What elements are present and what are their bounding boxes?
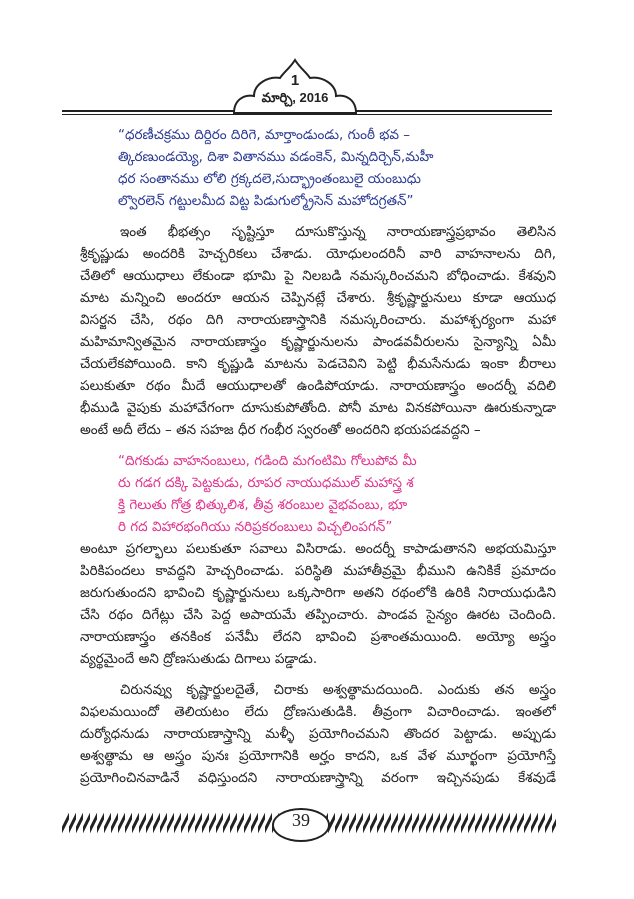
verse-blue	[118, 124, 498, 212]
text-line: చేతిలో ఆయుధాలు లేకుండా భూమి పై నిలబడి నమస్కరించమని బోధించాడు. కేశవుని	[80, 268, 556, 284]
verse-line: రి గద విహారభంగియు నరిప్రకరంబులు విచ్చలింపగన్”	[118, 519, 393, 535]
verse-line: క్తి గెలుతు గోత్ర భిత్కులిశ, తీవ్ర శరంబుల వైభవంబు, భూ	[118, 497, 408, 513]
page-number: 39	[272, 808, 330, 842]
verse-line: త్కిరణుండయ్యె, దిశా వితానము వడంకెన్, మిన్నదిర్చెన్,మహీ	[118, 149, 434, 165]
paragraph-3	[80, 679, 556, 789]
text-line: అశ్వత్థామ ఆ అస్త్రం పునః ప్రయోగానికి అర్హం కాదని, ఒక వేళ మూర్ఖంగా ప్రయోగిస్తే	[80, 748, 556, 764]
text-line: వ్యర్థమైందే అని ద్రోణసుతుడు దిగాలు పడ్డాడు.	[80, 651, 318, 667]
verse-line: “దిగకుడు వాహనంబులు, గడింది మగంటిమి గోలుపోవ మీ	[118, 453, 417, 469]
text-line: విసర్జన చేసి, రథం దిగి నారాయణాస్త్రానికి నమస్కరించారు. మహాశ్చర్యంగా మహా	[80, 312, 556, 328]
text-line: ఇంత భీభత్సం సృష్టిస్తూ దూసుకొస్తున్న నారాయణాస్త్రప్రభావం తెలిసిన	[120, 224, 556, 240]
verse-line: “ధరణీచక్రము దిర్దిరం దిరిగె, మార్తాండుండు, గుంఠీ భవ –	[118, 127, 411, 143]
text-line: అంటూ ప్రగల్భాలు పలుకుతూ సవాలు విసిరాడు. అందర్నీ కాపాడుతానని అభయమిస్తూ	[80, 541, 556, 557]
text-line: మాట మన్నించి అందరూ ఆయన చెప్పినట్లే చేశారు. శ్రీకృష్ణార్జునులు కూడా ఆయుధ	[80, 290, 556, 306]
text-line: చేసి రథం దిగేట్లు చేసి పెద్ద అపాయమే తప్పించారు. పాండవ సైన్యం ఊరట చెందింది.	[80, 607, 556, 623]
text-line: చిరునవ్వు కృష్ణార్జులదైతే, చిరాకు అశ్వత్థామదయింది. ఎందుకు తన అస్త్రం	[120, 682, 556, 698]
paragraph-2	[80, 538, 556, 670]
issue-month-year: మార్చి, 2016	[261, 90, 329, 105]
text-line: నారాయణాస్త్రం తనకింక పనేమీ లేదని భావించి ప్రశాంతమయింది. అయ్యో అస్త్రం	[80, 629, 556, 645]
verse-line: రు గడగ దక్కి పెట్టకుడు, రూపర నాయుధముల్ మహాస్త్ర శ	[118, 475, 414, 491]
text-line: శ్రీకృష్ణుడు అందరికి హెచ్చరికలు చేశాడు. యోధులందరినీ వారి వాహనాలను దిగి,	[80, 246, 556, 262]
issue-day: 1	[290, 72, 300, 89]
text-line: అంటే అదీ లేదు – తన సహజ ధీర గంభీర స్వరంతో అందరిని భయపడవద్దని –	[80, 422, 481, 438]
text-line: మహిమాన్వితమైన నారాయణాస్త్రం కృష్ణార్జునులను పాండవవీరులను సైన్యాన్ని ఏమీ	[80, 334, 556, 350]
text-line: చేయలేకపోయింది. కాని కృష్ణుడి మాటను పెడచెవిని పెట్టి భీమసేనుడు ఇంకా బీరాలు	[80, 356, 556, 372]
paragraph-1	[80, 221, 556, 441]
header-rule-right	[358, 110, 552, 115]
text-line: భీముడి వైపుకు మహావేగంగా దూసుకుపోతోంది. పోనీ మాట వినకపోయినా ఊరుకున్నాడా	[80, 400, 556, 416]
verse-line: ధర సంతానము లోలి గ్రక్కదలె,సుద్భ్రాంతంబులై యంబుధు	[118, 171, 421, 187]
text-line: దుర్యోధనుడు నారాయణాస్త్రాన్ని మళ్ళీ ప్రయోగించమని తొందర పెట్టాడు. అప్పుడు	[80, 726, 556, 742]
text-line: ప్రయోగించినవాడినే వధిస్తుందని నారాయణాస్త్రాన్ని వరంగా ఇచ్చినపుడు కేశవుడే	[80, 770, 556, 786]
text-line: జరుగుతుందని భావించి కృష్ణార్జునులు ఒక్కసారిగా అతని రథంలోకి ఉరికి నిరాయుధుడిని	[80, 585, 556, 601]
text-line: పిరికిపందలు కావద్దని హెచ్చరించాడు. పరిస్థితి మహాతీవ్రమై భీముని ఉనికికే ప్రమాదం	[80, 563, 556, 579]
text-line: పలుకుతూ రథం మీదే ఆయుధాలతో ఉండిపోయాడు. నారాయణాస్త్రం అందర్నీ వదిలి	[80, 378, 556, 394]
verse-pink	[118, 450, 498, 538]
verse-line: ల్వొరలెన్ గట్టులమీద విట్ట పిడుగుల్మ్రోసెన్ మహోదగ్రతన్”	[118, 193, 414, 209]
text-line: విఫలమయిందో తెలియటం లేదు ద్రోణసుతుడికి. తీవ్రంగా విచారించాడు. ఇంతలో	[80, 704, 556, 720]
